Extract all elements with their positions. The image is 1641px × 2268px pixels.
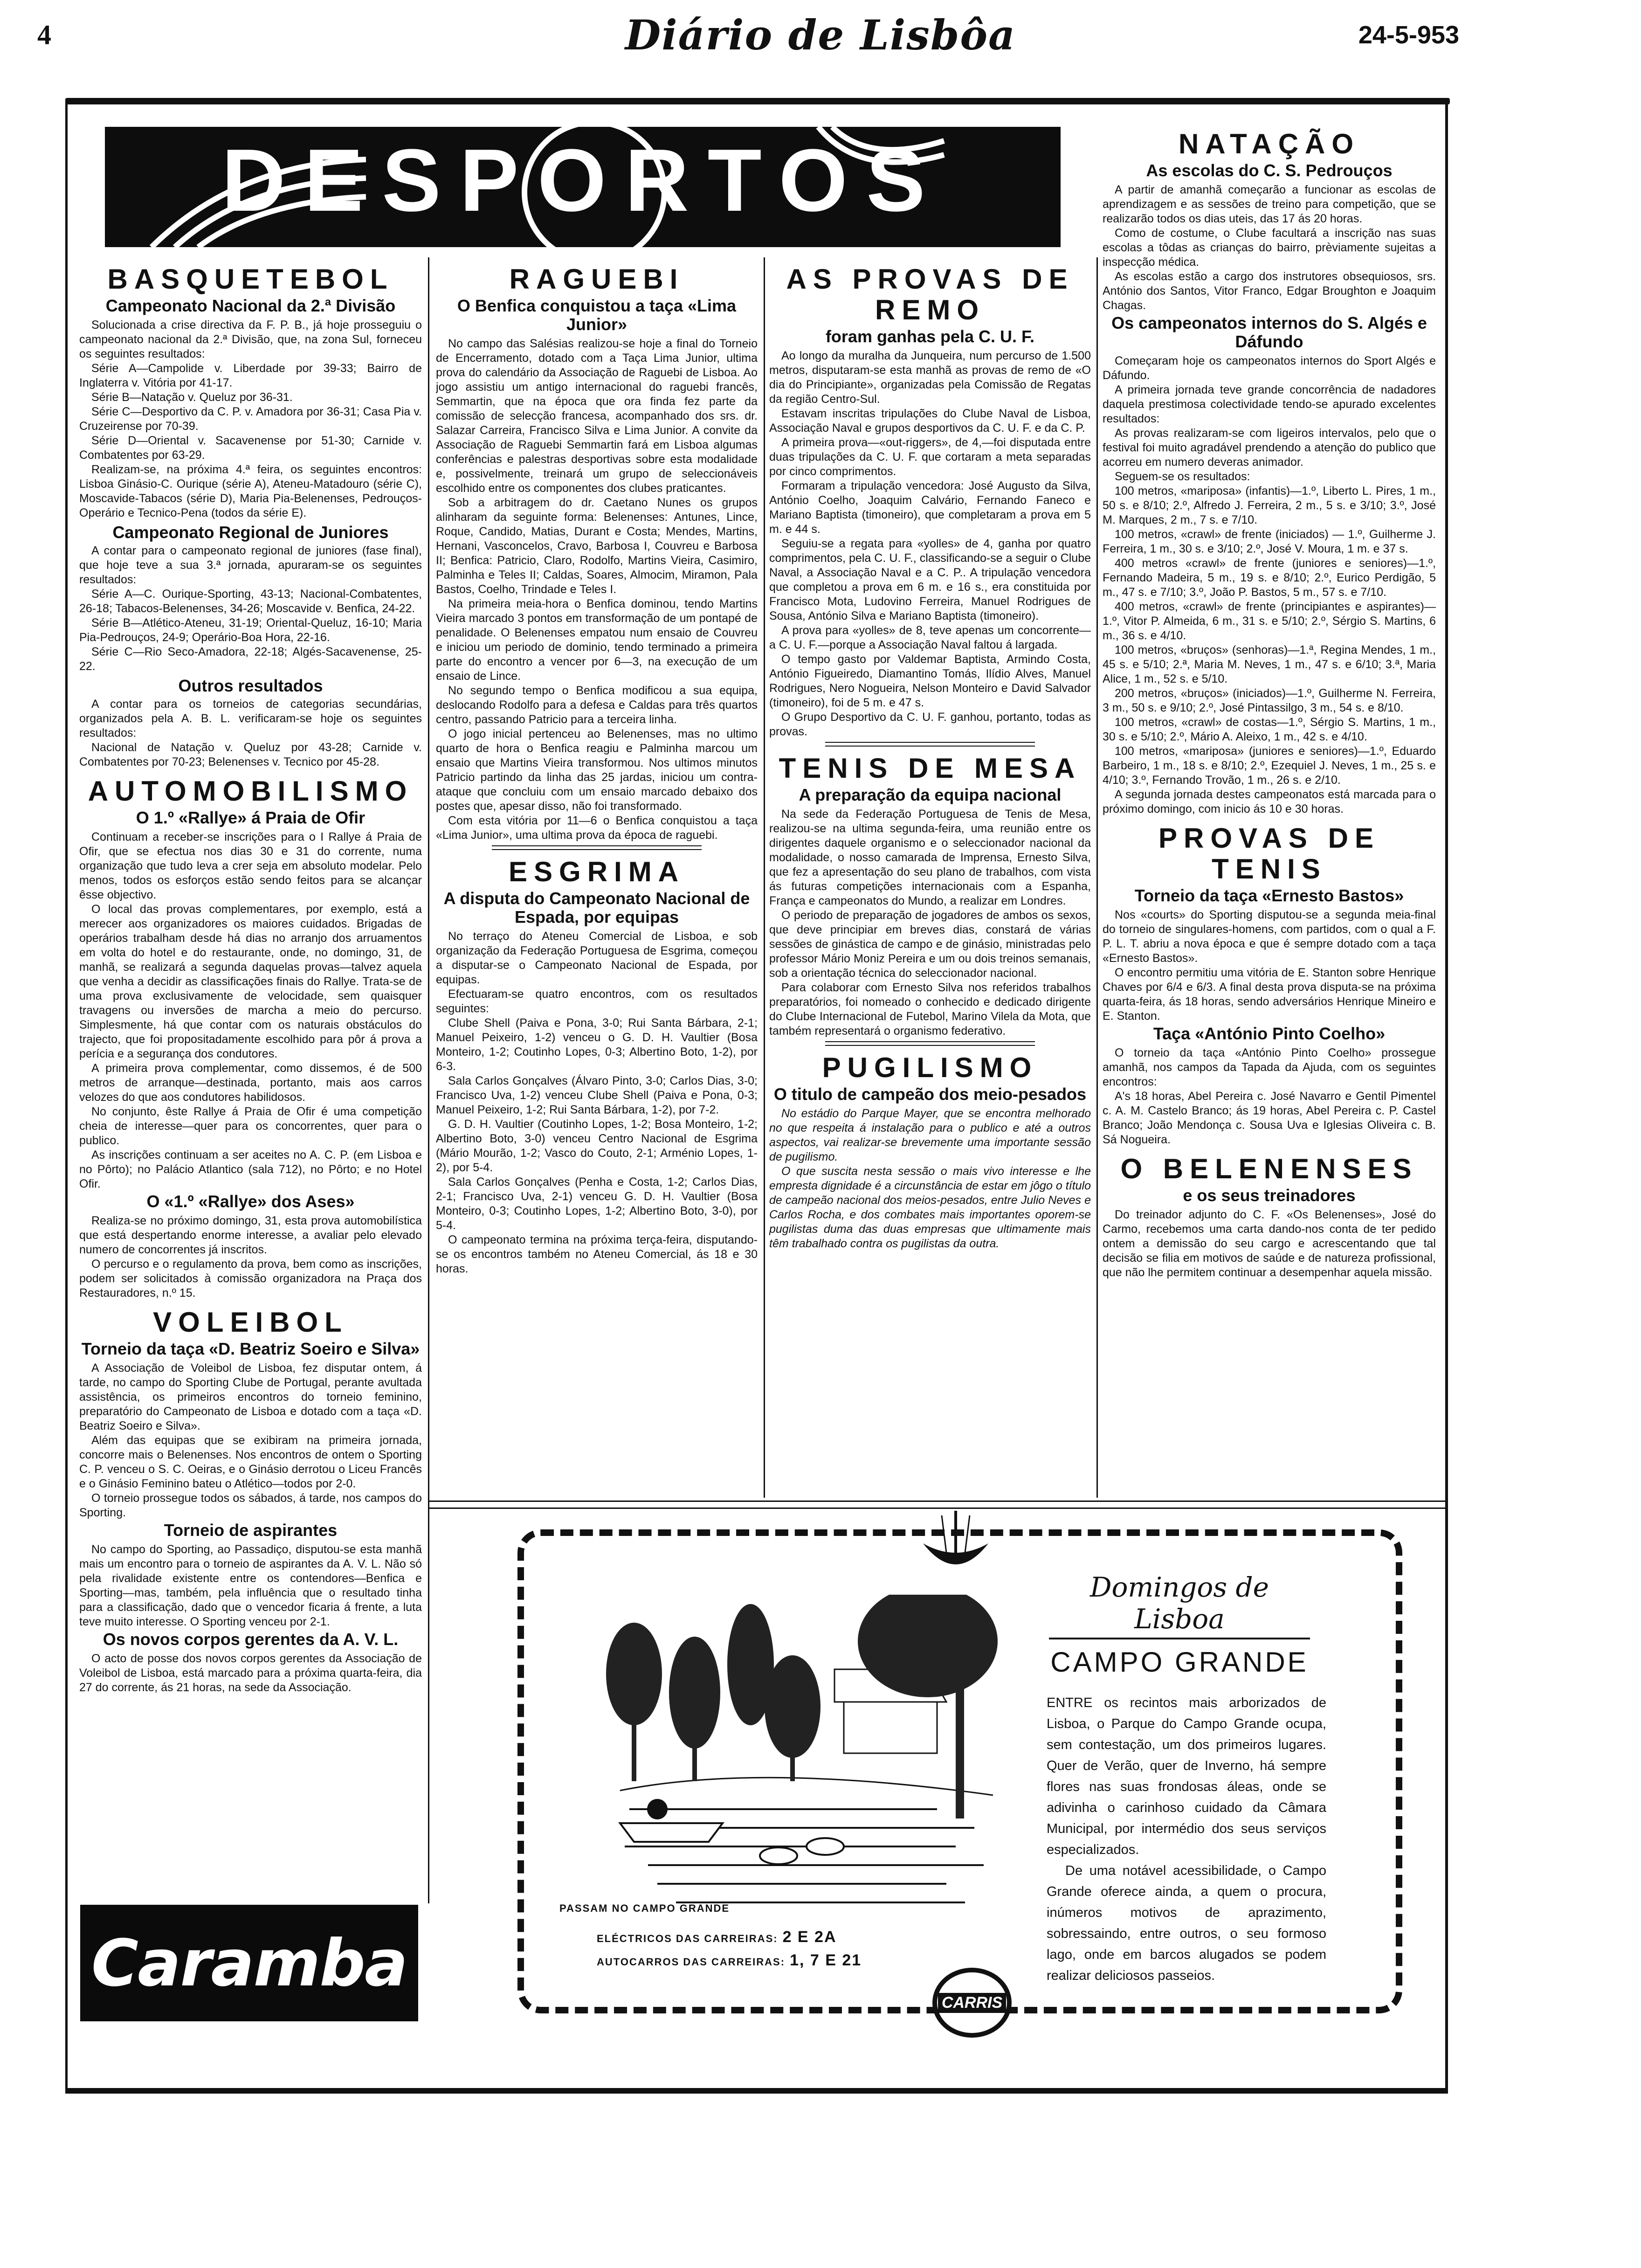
bus-routes <box>597 1951 862 1970</box>
swan-icon <box>760 1838 844 1864</box>
article-paragraph: A segunda jornada destes campeonatos está marcada para o próximo domingo, com inicio ás 10 e 30 horas. <box>1103 788 1436 816</box>
ornament-divider <box>492 845 702 850</box>
article-paragraph: Realiza-se no próximo domingo, 31, esta prova automobilística que está despertando enorme interesse, a avaliar pelo elevado numero de concorrentes já inscritos. <box>79 1214 422 1256</box>
issue-date: 24-5-953 <box>1358 21 1459 49</box>
caravel-icon <box>918 1511 993 1581</box>
advert-body <box>1047 1693 1326 1986</box>
article-subheadline: O Benfica conquistou a taça «Lima Junior» <box>457 296 737 334</box>
article-subheadline: Campeonato Nacional da 2.ª Divisão <box>105 296 396 315</box>
section-headline: BASQUETEBOL <box>107 263 394 295</box>
article-paragraph: Nos «courts» do Sporting disputou-se a segunda meia-final do torneio de singulares-homens, com partidos, com o qual a F. P. L. T. abriu a nova época e que é sempre dotado com a taça «Ernesto Bastos». <box>1103 908 1436 965</box>
article-subheadline: O 1.º «Rallye» á Praia de Ofir <box>136 808 365 827</box>
frame-right <box>1445 100 1448 2091</box>
article-paragraph: Clube Shell (Paiva e Pona, 3-0; Rui Santa Bárbara, 2-1; Manuel Peixeiro, 1-2) venceu o G. D. H. Vaultier (Bosa Monteiro, 1-2; Coutinho Lopes, 0-3; Albertino Boto, 1-2), por 6-3. <box>436 1016 758 1073</box>
article-paragraph: No estádio do Parque Mayer, que se encontra melhorado no que respeita á instalação para o publico e até a outros aspectos, vai realizar-se brevemente uma importante sessão de pugilismo. <box>769 1107 1091 1163</box>
tram-routes-label: ELÉCTRICOS DAS CARREIRAS: <box>597 1933 778 1944</box>
column-rule <box>1096 257 1098 1498</box>
advert-heading: Domingos de Lisboa <box>1049 1571 1310 1639</box>
section-divider <box>429 1500 1445 1509</box>
article-paragraph: A's 18 horas, Abel Pereira c. José Navarro e Gentil Pimentel c. A. M. Castelo Branco; ás 19 horas, Abel Pereira c. P. Castel Branco; João Mendonça c. Sousa Uva e Iglesias Oliveira c. B. Sá Nogueira. <box>1103 1090 1436 1146</box>
article-paragraph: Além das equipas que se exibiram na primeira jornada, concorre mais o Belenenses. Nos encontros de ontem o Sporting C. P. venceu o S. C. Oeiras, e o Ginásio derrotou o Liceu Francês e o Ginásio Feminino bateu o Atlético—todos por 2-0. <box>79 1434 422 1490</box>
article-paragraph: Para colaborar com Ernesto Silva nos referidos trabalhos preparatórios, foi nomeado o conhecido e dedicado dirigente do Clube Internacional de Futebol, Marino Vilela da Mota, que também representará o organismo federativo. <box>769 981 1091 1037</box>
article-subheadline: A preparação da equipa nacional <box>799 785 1062 804</box>
column-rule <box>764 257 765 1498</box>
routes-heading: PASSAM NO CAMPO GRANDE <box>559 1902 730 1914</box>
article-subheadline: Os campeonatos internos do S. Algés e Dáfundo <box>1111 313 1427 351</box>
article-paragraph: A prova para «yolles» de 8, teve apenas um concorrente—a C. U. F.—porque a Associação Naval faltou á largada. <box>769 624 1091 651</box>
advert-paragraph: De uma notável acessibilidade, o Campo Grande oferece ainda, a quem o procura, inúmeros motivos de aprazimento, sobressaindo, entre outros, o seu formoso lago, onde em barcos alugados se podem realizar deliciosos passeios. <box>1047 1863 1326 1983</box>
article-paragraph: As provas realizaram-se com ligeiros intervalos, pelo que o festival foi muito agradável prendendo a atenção do publico que acorreu em numero deveras animador. <box>1103 427 1436 469</box>
ornament-divider <box>825 742 1035 747</box>
article-paragraph: O Grupo Desportivo da C. U. F. ganhou, portanto, todas as provas. <box>769 711 1091 738</box>
rowboat-icon <box>620 1823 723 1842</box>
article-paragraph: A primeira prova complementar, como dissemos, é de 500 metros de arranque—destinada, portanto, mais aos carros velozes do que aos condutores habilidosos. <box>79 1062 422 1104</box>
article-paragraph: As inscrições continuam a ser aceites no A. C. P. (em Lisboa e no Pôrto); no Palácio Atlantico (sala 712), no Pôrto; e no Hotel Ofir. <box>79 1148 422 1190</box>
ornament-divider <box>825 1041 1035 1046</box>
article-paragraph: Na sede da Federação Portuguesa de Tenis de Mesa, realizou-se na ultima segunda-feira, uma reunião entre os dirigentes daquele organismo e o seleccionador nacional da modalidade, o nosso camarada de Imprensa, Ernesto Silva, que fez a apresentação do seu plano de trabalhos, com vista ás futuras competições internacionais com a Espanha, França e campeonatos do Mundo, a realizar em Londres. <box>769 808 1091 907</box>
article-paragraph: 100 metros, «mariposa» (infantis)—1.º, Liberto L. Pires, 1 m., 50 s. e 8/10; 2.º, Alfredo J. Ferreira, 2 m., 5 s. e 3/10; 3.º, José M. Marques, 2 m., 7 s. e 7/10. <box>1103 484 1436 526</box>
article-paragraph: A primeira prova—«out-riggers», de 4,—foi disputada entre duas tripulações da C. U. F. que cortaram a meta separadas por cinco comprimentos. <box>769 436 1091 478</box>
campo-grande-lake-illustration <box>573 1595 1026 1921</box>
article-paragraph: No campo das Salésias realizou-se hoje a final do Torneio de Encerramento, dotado com a Taça Lima Junior, ultima prova do calendário da Associação de Raguebi de Lisboa. Ao jogo assistiu um antigo internacional do raguebi francês, Semmartin, que na época que ora finda fez parte da comissão de selecção francesa, acompanhado dos srs. dr. Salazar Carreira, Francisco Silva e Lima Junior. A convite da Associação de Raguebi Semmartin fará em Lisboa algumas conferências e palestras desportivas sobre esta modalidade e, possivelmente, treinará um grupo de seleccionáveis escolhido entre os componentes dos clubes praticantes. <box>436 337 758 495</box>
article-paragraph: Série B—Natação v. Queluz por 36-31. <box>91 391 293 404</box>
article-paragraph: Realizam-se, na próxima 4.ª feira, os seguintes encontros: Lisboa Ginásio-C. Ourique (série A), Ateneu-Matadouro (série C), Moscavide-Tabacos (série D), Maria Pia-Belenenses, Pedrouços-Operário e Tecnico-Pena (todos da série E). <box>79 463 422 519</box>
advert-title: CAMPO GRANDE <box>1050 1646 1309 1678</box>
article-subheadline: Torneio da taça «D. Beatriz Soeiro e Silva» <box>81 1339 420 1358</box>
top-rule <box>65 98 1450 104</box>
article-paragraph: Continuam a receber-se inscrições para o I Rallye á Praia de Ofir, que se efectua nos dias 30 e 31 do corrente, numa organização que tudo leva a crer seja em absoluto modelar. Pelo menos, todos os esforços estão sendo feitos para se alcançar êsse objectivo. <box>79 830 422 901</box>
section-headline: AUTOMOBILISMO <box>88 775 414 807</box>
article-subheadline: Outros resultados <box>178 676 323 695</box>
article-paragraph: Do treinador adjunto do C. F. «Os Belenenses», José do Carmo, recebemos uma carta dando-nos conta de ter pedido ontem a demissão do seu cargo e acrescentando que tal decisão se filia em motivos de saúde e de natureza profissional, que não lhe permitem continuar a desempenhar aquela missão. <box>1103 1208 1436 1279</box>
article-subheadline: Os novos corpos gerentes da A. V. L. <box>103 1630 399 1649</box>
article-paragraph: O local das provas complementares, por exemplo, está a merecer aos organizadores os maiores cuidados. Brigadas de operários trabalham desde há dias no arranjo dos arruamentos em volta do hotel e do restaurante, onde, no domingo, 31, de manhã, se realizará a segunda daquelas provas—talvez aquela que venha a decidir as classificações finais do Rallye. Trata-se de uma prova exclusivamente de velocidade, sem quaisquer travagens ou inversões de marcha a meio do percurso. Simplesmente, há que contar com os naturais obstáculos do trajecto, que foi propositadamente escolhido para pôr á prova a perícia e a segurança dos condutores. <box>79 903 422 1060</box>
article-subheadline: A disputa do Campeonato Nacional de Espada, por equipas <box>443 889 750 927</box>
article-subheadline: O «1.º «Rallye» dos Ases» <box>146 1192 355 1211</box>
article-paragraph: 400 metros, «crawl» de frente (principiantes e aspirantes)—1.º, Vitor P. Almeida, 6 m., 31 s. e 5/10; 2.º, Sérgio S. Martins, 6 m., 36 s. e 4/10. <box>1103 600 1436 642</box>
article-subheadline: As escolas do C. S. Pedrouços <box>1146 161 1393 180</box>
section-headline: NATAÇÃO <box>1178 128 1360 159</box>
column-2 <box>436 257 758 1498</box>
section-headline: VOLEIBOL <box>153 1307 348 1338</box>
article-paragraph: O acto de posse dos novos corpos gerentes da Associação de Voleibol de Lisboa, está marcado para a próxima quarta-feira, dia 27 do corrente, ás 21 horas, na sede da Associação. <box>79 1652 422 1694</box>
carris-logo <box>932 1968 1012 2038</box>
article-paragraph: O percurso e o regulamento da prova, bem como as inscrições, podem ser solicitados à comissão organizadora na Praça dos Restauradores, n.º 15. <box>79 1258 422 1300</box>
carris-advert <box>508 1511 1441 2061</box>
column-3 <box>769 257 1091 1498</box>
article-subheadline: Campeonato Regional de Juniores <box>112 523 389 542</box>
frame-left <box>65 100 68 2091</box>
article-subheadline: Torneio de aspirantes <box>164 1521 338 1540</box>
article-paragraph: Série B—Atlético-Ateneu, 31-19; Oriental-Queluz, 16-10; Maria Pia-Pedrouços, 24-9; Operário-Boa Hora, 22-16. <box>79 616 422 644</box>
article-paragraph: Seguem-se os resultados: <box>1115 470 1250 483</box>
section-headline: AS PROVAS DE REMO <box>786 263 1074 325</box>
article-paragraph: No campo do Sporting, ao Passadiço, disputou-se esta manhã mais um encontro para o torneio de aspirantes da A. V. L. Não só pela rivalidade existente entre os contendores—Benfica e Sporting—mas, também, pela influência que o resultado tinha para a classificação, dado que o vencedor ficaria á frente, a luta teve muito interesse. O Sporting venceu por 2-1. <box>79 1543 422 1628</box>
article-subheadline: Taça «António Pinto Coelho» <box>1153 1024 1386 1043</box>
caramba-advert: Caramba <box>80 1905 418 2021</box>
article-paragraph: Estavam inscritas tripulações do Clube Naval de Lisboa, Associação Naval e grupos desportivos da C. U. F. e da C. P. <box>769 407 1091 435</box>
section-headline: TENIS DE MESA <box>779 753 1082 784</box>
section-headline: RAGUEBI <box>509 263 684 295</box>
desportos-banner <box>105 127 1061 247</box>
column-4 <box>1103 122 1436 1498</box>
article-paragraph: 100 metros, «crawl» de costas—1.º, Sérgio S. Martins, 1 m., 30 s. e 5/10; 2.º, Mário A. Aleixo, 1 m., 42 s. e 4/10. <box>1103 716 1436 743</box>
article-paragraph: Sala Carlos Gonçalves (Álvaro Pinto, 3-0; Carlos Dias, 3-0; Francisco Uva, 1-2) venceu Clube Shell (Paiva e Pona, 0-3; Manuel Peixeiro, 1-2; Rui Santa Bárbara, 1-2), por 7-2. <box>436 1074 758 1116</box>
article-paragraph: O tempo gasto por Valdemar Baptista, Armindo Costa, António Figueiredo, Diamantino Tomás, Ilídio Alves, Manuel Rodrigues, Nero Nogueira, Nelson Monteiro e David Salvador (timoneiro), foi de 5 m. e 47 s. <box>769 653 1091 709</box>
article-paragraph: Solucionada a crise directiva da F. P. B., já hoje prosseguiu o campeonato nacional da 2.ª Divisão, que, na zona Sul, forneceu os seguintes resultados: <box>79 318 422 360</box>
article-paragraph: Nacional de Natação v. Queluz por 43-28; Carnide v. Combatentes por 70-23; Belenenses v. Tecnico por 45-28. <box>79 741 422 768</box>
article-paragraph: 200 metros, «bruços» (iniciados)—1.º, Guilherme N. Ferreira, 3 m., 50 s. e 9/10; 2.º, José Pintassilgo, 3 m., 54 s. e 8/10. <box>1103 687 1436 714</box>
article-paragraph: O periodo de preparação de jogadores de ambos os sexos, que deve principiar em breves dias, constará de várias sessões de ginástica de campo e de ginásio, ministradas pelo professor Mário Moniz Pereira e um ou dois treinos semanais, sob a orientação técnica do seleccionador nacional. <box>769 909 1091 980</box>
page-number: 4 <box>37 19 51 50</box>
article-paragraph: Como de costume, o Clube facultará a inscrição nas suas escolas a tôdas as crianças do bairro, prèviamente sujeitas a inspecção médica. <box>1103 227 1436 269</box>
article-paragraph: A contar para o campeonato regional de juniores (fase final), que hoje teve a sua 3.ª jornada, apuraram-se os seguintes resultados: <box>79 544 422 586</box>
article-paragraph: A partir de amanhã começarão a funcionar as escolas de aprendizagem e as sessões de treino para competição, que se realizarão todos os dias uteis, das 17 ás 20 horas. <box>1103 183 1436 225</box>
article-subheadline: foram ganhas pela C. U. F. <box>825 327 1035 346</box>
section-headline: PROVAS DE TENIS <box>1158 823 1380 885</box>
carris-logo-text: CARRIS <box>938 1993 1006 2013</box>
article-paragraph: Começaram hoje os campeonatos internos do Sport Algés e Dáfundo. <box>1103 354 1436 382</box>
article-paragraph: O que suscita nesta sessão o mais vivo interesse e lhe empresta dignidade é a circunstância de estar em jôgo o título de campeão nacional dos meios-pesados, entre Julio Neves e Carlos Rocha, e dos combates mais importantes oporem-se pugilistas duma das duas empresas que ultimamente mais têm trabalhado contra os pugilistas da outra. <box>769 1165 1091 1250</box>
article-paragraph: Série C—Desportivo da C. P. v. Amadora por 36-31; Casa Pia v. Cruzeirense por 70-39. <box>79 405 422 433</box>
advert-paragraph: ENTRE os recintos mais arborizados de Lisboa, o Parque do Campo Grande ocupa, sem contestação, um dos primeiros lugares. Quer de Verão, quer de Inverno, há sempre flores nas suas frondosas áleas, onde se adivinha o carinhoso cuidado da Câmara Municipal, por intermédio dos seus serviços especializados. <box>1047 1695 1326 1857</box>
article-paragraph: Na primeira meia-hora o Benfica dominou, tendo Martins Vieira marcado 3 pontos em transformação de um pontapé de penalidade. O Belenenses empatou num ensaio de Couvreu e iniciou um periodo de dominio, tendo terminado a primeira parte do encontro a vencer por 6—3, na execução de um ensaio de Lince. <box>436 597 758 683</box>
article-paragraph: 400 metros «crawl» de frente (juniores e seniores)—1.º, Fernando Madeira, 5 m., 19 s. e 8/10; 2.º, Eurico Perdigão, 5 m., 47 s. e 7/10; 3.º, João P. Bastos, 5 m., 57 s. e 7/10. <box>1103 557 1436 599</box>
article-paragraph: A primeira jornada teve grande concorrência de nadadores daquela prestimosa colectividade tendo-se apurado excelentes resultados: <box>1103 383 1436 425</box>
newspaper-masthead: Diário de Lisbôa <box>625 11 1016 59</box>
article-subheadline: e os seus treinadores <box>1183 1186 1356 1205</box>
bottom-rule <box>65 2088 1448 2094</box>
article-paragraph: O torneio prossegue todos os sábados, á tarde, nos campos do Sporting. <box>79 1492 422 1519</box>
article-paragraph: A contar para os torneios de categorias secundárias, organizados pela A. B. L. verificaram-se hoje os seguintes resultados: <box>79 698 422 740</box>
article-paragraph: Sob a arbitragem do dr. Caetano Nunes os grupos alinharam da seguinte forma: Belenenses: Antunes, Lince, Roque, Candido, Matias, Durant e Costa; Mendes, Martins, Hernani, Vasconcelos, Cravo, Barbosa I, Couvreu e Barbosa II; Benfica: Patricio, Claro, Rodolfo, Martins Vieira, Casimiro, Palminha e Teles II; Caldas, Soares, Almocim, Miramon, Pala Bastos, Coelho, Trindade e Teles I. <box>436 496 758 596</box>
column-1 <box>79 257 422 1889</box>
article-paragraph: Com esta vitória por 11—6 o Benfica conquistou a taça «Lima Junior», uma ultima prova da época de raguebi. <box>436 814 758 842</box>
article-paragraph: Sala Carlos Gonçalves (Penha e Costa, 1-2; Carlos Dias, 2-1; Francisco Uva, 2-1) venceu G. D. H. Vaultier (Bosa Monteiro, 0-3; Coutinho Lopes, 1-2; Albertino Boto, 3-0), por 5-4. <box>436 1175 758 1232</box>
article-paragraph: O torneio da taça «António Pinto Coelho» prossegue amanhã, nos campos da Tapada da Ajuda, com os seguintes encontros: <box>1103 1046 1436 1088</box>
banner-title: DESPORTOS <box>221 131 944 230</box>
article-paragraph: G. D. H. Vaultier (Coutinho Lopes, 1-2; Bosa Monteiro, 1-2; Albertino Boto, 3-0) venceu Centro Nacional de Esgrima (Mário Mourão, 1-2; Vasco do Couto, 2-1; Arménio Lopes, 1-2), por 5-4. <box>436 1118 758 1174</box>
banner-artwork <box>105 127 1061 247</box>
article-paragraph: Formaram a tripulação vencedora: José Augusto da Silva, António Coelho, Joaquim Calvário, Fernando Faneco e Mariano Baptista (timoneiro), que completaram a prova em 5 m. e 44 s. <box>769 479 1091 536</box>
article-paragraph: Série A—Campolide v. Liberdade por 39-33; Bairro de Inglaterra v. Vitória por 41-17. <box>79 362 422 389</box>
article-paragraph: Série D—Oriental v. Sacavenense por 51-30; Carnide v. Combatentes por 63-29. <box>79 434 422 462</box>
article-paragraph: 100 metros, «mariposa» (juniores e seniores)—1.º, Eduardo Barbeiro, 1 m., 18 s. e 8/10; 2.º, Ezequiel J. Neves, 1 m., 25 s. e 4/10; 3.º, Fernando Trovão, 1 m., 26 s. e 2/10. <box>1103 745 1436 787</box>
article-paragraph: 100 metros, «crawl» de frente (iniciados) — 1.º, Guilherme J. Ferreira, 1 m., 30 s. e 3/10; 2.º, José V. Moura, 1 m. e 37 s. <box>1103 528 1436 555</box>
section-headline: PUGILISMO <box>822 1052 1038 1083</box>
article-paragraph: A Associação de Voleibol de Lisboa, fez disputar ontem, á tarde, no campo do Sporting Clube de Portugal, perante avultada assistência, os primeiros encontros do torneio feminino, preparatório do Campeonato de Lisboa e dotado com a taça «D. Beatriz Soeiro e Silva». <box>79 1362 422 1432</box>
article-paragraph: O jogo inicial pertenceu ao Belenenses, mas no ultimo quarto de hora o Benfica reagiu e Palminha marcou um ensaio que Martins Vieira transformou. Nos ultimos minutos Patricio partindo da linha das 25 jardas, iniciou um contra-ataque que concluiu com um ensaio marcado debaixo dos postes que, apesar disso, não foi transformado. <box>436 727 758 813</box>
article-paragraph: No terraço do Ateneu Comercial de Lisboa, e sob organização da Federação Portuguesa de Esgrima, começou a disputar-se o Campeonato Nacional de Espada, por equipas. <box>436 930 758 986</box>
article-paragraph: Efectuaram-se quatro encontros, com os resultados seguintes: <box>436 988 758 1015</box>
tram-routes-value: 2 E 2A <box>782 1928 837 1946</box>
article-subheadline: O titulo de campeão dos meio-pesados <box>773 1085 1087 1104</box>
article-paragraph: As escolas estão a cargo dos instrutores obsequiosos, srs. António dos Santos, Vitor Franco, Edgar Broughton e Joaquim Chagas. <box>1103 270 1436 312</box>
tram-routes <box>597 1928 837 1946</box>
bus-routes-label: AUTOCARROS DAS CARREIRAS: <box>597 1956 786 1968</box>
column-rule <box>428 257 429 1903</box>
article-paragraph: Série C—Rio Seco-Amadora, 22-18; Algés-Sacavenense, 25-22. <box>79 645 422 673</box>
bus-routes-value: 1, 7 E 21 <box>790 1951 862 1969</box>
article-subheadline: Torneio da taça «Ernesto Bastos» <box>1134 886 1404 905</box>
article-paragraph: Série A—C. Ourique-Sporting, 43-13; Nacional-Combatentes, 26-18; Tabacos-Belenenses, 34-26; Moscavide v. Benfica, 24-22. <box>79 588 422 615</box>
article-paragraph: No conjunto, êste Rallye á Praia de Ofir é uma competição cheia de interesse—quer para os concorrentes, quer para o publico. <box>79 1105 422 1147</box>
article-paragraph: Ao longo da muralha da Junqueira, num percurso de 1.500 metros, disputaram-se esta manhã as provas de remo de «O dia do Principiante», organizadas pela Comissão de Regatas da região Centro-Sul. <box>769 349 1091 406</box>
section-headline: ESGRIMA <box>508 856 685 887</box>
article-paragraph: 100 metros, «bruços» (senhoras)—1.ª, Regina Mendes, 1 m., 45 s. e 5/10; 2.ª, Maria M. Neves, 1 m., 47 s. e 6/10; 3.ª, Maria Alice, 1 m., 52 s. e 5/10. <box>1103 643 1436 685</box>
article-paragraph: Seguiu-se a regata para «yolles» de 4, ganha por quatro comprimentos, pela C. U. F., classificando-se a seguir o Clube Naval, a Associação Naval e a C. P.. A tripulação vencedora que completou a prova em 6 m. e 16 s., era constituida por Francisco Mota, Ludovino Ferreira, Manuel Rodrigues de Sousa, António Silva e Mariano Baptista (timoneiro). <box>769 537 1091 622</box>
article-paragraph: No segundo tempo o Benfica modificou a sua equipa, deslocando Rodolfo para a defesa e Caldas para três quartos centro, passando Patricio para a terceira linha. <box>436 684 758 726</box>
article-paragraph: O encontro permitiu uma vitória de E. Stanton sobre Henrique Chaves por 6/4 e 6/3. A final desta prova disputa-se na próxima quarta-feira, ás 18 horas, sendo adversários Henrique Mineiro e E. Stanton. <box>1103 966 1436 1023</box>
section-headline: O BELENENSES <box>1120 1153 1418 1184</box>
article-paragraph: O campeonato termina na próxima terça-feira, disputando-se os encontros também no Ateneu Comercial, ás 18 e 30 horas. <box>436 1233 758 1275</box>
